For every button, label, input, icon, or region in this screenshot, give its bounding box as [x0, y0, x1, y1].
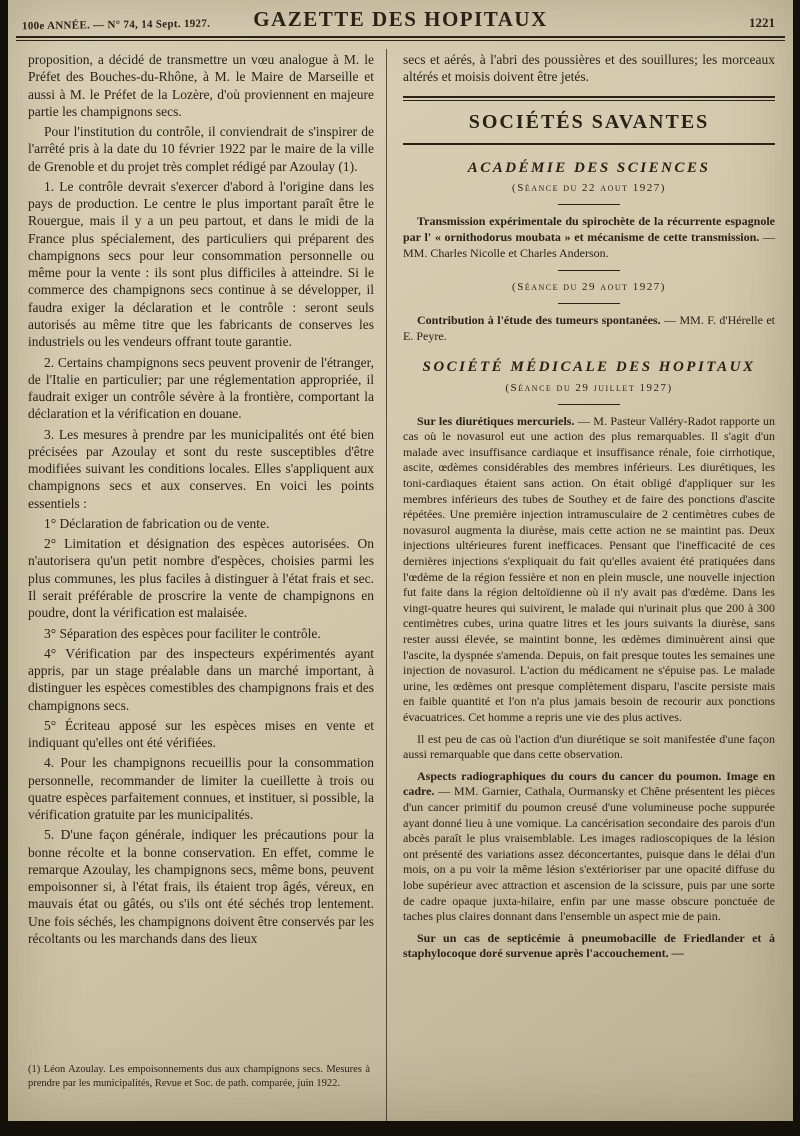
- separator-rule: [558, 404, 620, 405]
- paragraph: proposition, a décidé de transmettre un vœu analogue à M. le Préfet des Bouches-du-Rhône, à M. le Maire de Marseille et aussi à M. le Préfet de la Lozère, d'où proviennent en majeure partie les champignons secs.: [28, 52, 374, 119]
- paragraph: 3° Séparation des espèces pour faciliter le contrôle.: [44, 625, 321, 641]
- paragraph: 3. Les mesures à prendre par les municipalités ont été bien précisées par Azoulay et sont du reste susceptibles d'être modifiées suivant les conditions locales. Elles s'appliquent aux champignons secs et aux conserves. En voici les points essentiels :: [28, 426, 374, 511]
- report-entry: [403, 414, 775, 726]
- seance-line: (Séance du 29 juillet 1927): [505, 381, 673, 394]
- issue-line: 100e ANNÉE. — N° 74, 14 Sept. 1927.: [21, 17, 211, 33]
- paragraph: 5. D'une façon générale, indiquer les précautions pour la bonne récolte et la bonne conservation. En effet, comme le remarque Azoulay, les champignons secs, même bons, peuvent empoisonner si, à l'état frais, ils étaient trop âgés, véreux, en mauvais état ou gâtés, ou s'ils ont été séchés trop lentement. Une fois séchés, les champignons doivent être conservés par les récoltants ou les marchands dans des lieux: [28, 827, 374, 947]
- page-header: [8, 0, 793, 34]
- paragraph: 4° Vérification par des inspecteurs expérimentés ayant appris, par un stage préalable dans un marché important, à distinguer les espèces comestibles des champignons frais et des champignons secs.: [28, 645, 374, 713]
- report-title: Sur un cas de septicémie à pneumobacille de Friedlander et à staphylocoque doré survenue après l'accouchement. —: [403, 930, 775, 961]
- report-body: — MM. Garnier, Cathala, Ourmansky et Chêne présentent les pièces d'un cancer primitif du poumon creusé d'une volumineuse poche suppurée ayant donné lieu à une vomique. La cancérisation secondaire des parois d'un abcès paraît le plus vraisemblable. Les images radioscopiques de la lésion ont présenté des variations assez déconcertantes, puisque dans le délai d'un mois, on a pu voir la même lésion s'extérioriser par une opacité diffuse du lobe supérieur avec attraction et ascension de la scissure, puis par une sorte de cadre opaque juxta-hilaire, enfin par une masse obscure ponctuée de taches plus claires donnant dans l'ensemble un aspect mie de pain.: [403, 784, 775, 924]
- report-entry: [403, 214, 775, 261]
- footnote: (1) Léon Azoulay. Les empoisonnements dus aux champignons secs. Mesures à prendre par les municipalités, Revue et Soc. de path. comparée, juin 1922.: [28, 1064, 370, 1090]
- paragraph: secs et aérés, à l'abri des poussières et des souillures; les morceaux altérés et moisis doivent être jetés.: [403, 52, 775, 85]
- separator-rule: [558, 303, 620, 304]
- left-column: [14, 49, 386, 1121]
- report-entry: [403, 769, 775, 925]
- report-entry: [403, 931, 775, 962]
- two-column-body: [8, 41, 793, 1121]
- societe-heading: SOCIÉTÉ MÉDICALE DES HOPITAUX: [422, 359, 756, 376]
- paragraph: 5° Écriteau apposé sur les espèces mises en vente et indiquant qu'elles ont été vérifiées.: [28, 717, 374, 751]
- section-double-rule: [403, 96, 775, 101]
- paragraph: 2° Limitation et désignation des espèces autorisées. On n'autorisera qu'un petit nombre d'espèces, choisies parmi les plus communes, les plus faciles à distinguer à l'état frais et sec. Il serait préférable de proscrire la vente de champignons en poudre, dont la vérification est malaisée.: [28, 536, 374, 621]
- report-title: Contribution à l'étude des tumeurs spontanées.: [417, 313, 661, 328]
- report-entry: Il est peu de cas où l'action d'un diurétique se soit manifestée d'une façon aussi remarquable que dans cette observation.: [403, 731, 775, 762]
- report-authors: — MM. Charles Nicolle et Charles Anderson.: [403, 229, 775, 260]
- separator-rule: [558, 270, 620, 271]
- seance-line: (Séance du 29 aout 1927): [512, 281, 666, 294]
- paragraph: 4. Pour les champignons recueillis pour la consommation personnelle, recommander de limiter la cueillette à trois ou quatre espèces parfaitement connues, et instituer, si possible, la vérification gratuite par les municipalités.: [28, 755, 374, 823]
- column-divider-rule: [386, 49, 387, 1121]
- report-title: Transmission expérimentale du spirochète de la récurrente espagnole par l' « ornithodorus moubata » et mécanisme de cette transmission.: [403, 214, 775, 244]
- report-title: Aspects radiographiques du cours du cancer du poumon. Image en cadre.: [403, 768, 775, 799]
- academie-heading: ACADÉMIE DES SCIENCES: [467, 160, 711, 177]
- report-title: Sur les diurétiques mercuriels.: [417, 413, 575, 428]
- separator-rule: [558, 204, 620, 205]
- paper-page: [8, 0, 793, 1121]
- paragraph: 1° Déclaration de fabrication ou de vente.: [44, 515, 270, 531]
- page-number: 1221: [749, 15, 775, 30]
- report-body: — M. Pasteur Valléry-Radot rapporte un cas où le novasurol eut une action des plus remarquables. Il s'agit d'un malade avec insuffisance cardiaque et insuffisance rénale, foie cirrhotique, ascite, œdèmes considérables des membres inférieurs. Les diurétiques, les toni-cardiaques étaient sans action. On était obligé d'appliquer sur les membres inférieurs des tubes de Southey et de faire des ponctions d'ascite répétées. Une première injection intramusculaire de 2 centimètres cubes de novasurol augmenta la diurèse, mais cette action ne se maintint pas. Deux injections ultérieures furent inefficaces. Pensant que l'inefficacité de ces dernières injections s'expliquait du fait qu'elles avaient été pratiquées dans l'œdème de la région fessière et non en plein muscle, une nouvelle injection fut faite dans la région deltoïdienne où il n'y avait pas d'œdème. Dans les vingt-quatre heures qui suivirent, le malade qui n'urinait plus que 200 à 300 centimètres cubes, urina quatre litres et les jours suivants la diurèse, sans rester aussi élevée, se maintint bonne, les œdèmes diminuèrent ainsi que l'ascite, la dyspnée s'amenda. Depuis, on fait presque toutes les semaines une injection de novasurol. L'action du médicament ne s'épuise pas. Le malade urine, les œdèmes ont presque complètement disparu, l'ascite persiste mais en faible quantité et l'on n'a plus jamais besoin de recourir aux ponctions évacuatrices. Cet homme a repris une vie des plus actives.: [403, 413, 775, 724]
- section-single-rule: [403, 143, 775, 145]
- report-authors: — MM. F. d'Hérelle et E. Peyre.: [403, 313, 776, 343]
- right-column: [387, 49, 785, 1121]
- paragraph: Pour l'institution du contrôle, il conviendrait de s'inspirer de l'arrêté pris à la date du 10 février 1922 par le maire de la ville de Grenoble et du projet très complet rédigé par Azoulay (1).: [28, 124, 374, 174]
- seance-line: (Séance du 22 aout 1927): [512, 182, 666, 195]
- paragraph: 2. Certains champignons secs peuvent provenir de l'étranger, de l'Italie en particulier; par une réglementation appropriée, il faudrait exiger un contrôle sévère à la frontière, comportant la déclaration et la vérification en douane.: [28, 354, 374, 422]
- paragraph: 1. Le contrôle devrait s'exercer d'abord à l'origine dans les pays de production. Le centre le plus important paraît être le Rouergue, mais il y a un peu partout, et dans le midi de la France plus spécialement, des particuliers qui préparent des champignons secs pour leur consommation personnelle ou même pour la vente : ils sont plus difficiles à atteindre. Si le commerce des champignons secs continue à se développer, il faudra exiger la déclaration et le contrôle : seront seuls autorisés au même titre que les fabricants de conserves les industriels ou les vendeurs offrant toute garantie.: [28, 178, 374, 350]
- report-entry: [403, 313, 775, 344]
- section-title: SOCIÉTÉS SAVANTES: [468, 110, 710, 133]
- journal-masthead: GAZETTE DES HOPITAUX: [253, 7, 548, 31]
